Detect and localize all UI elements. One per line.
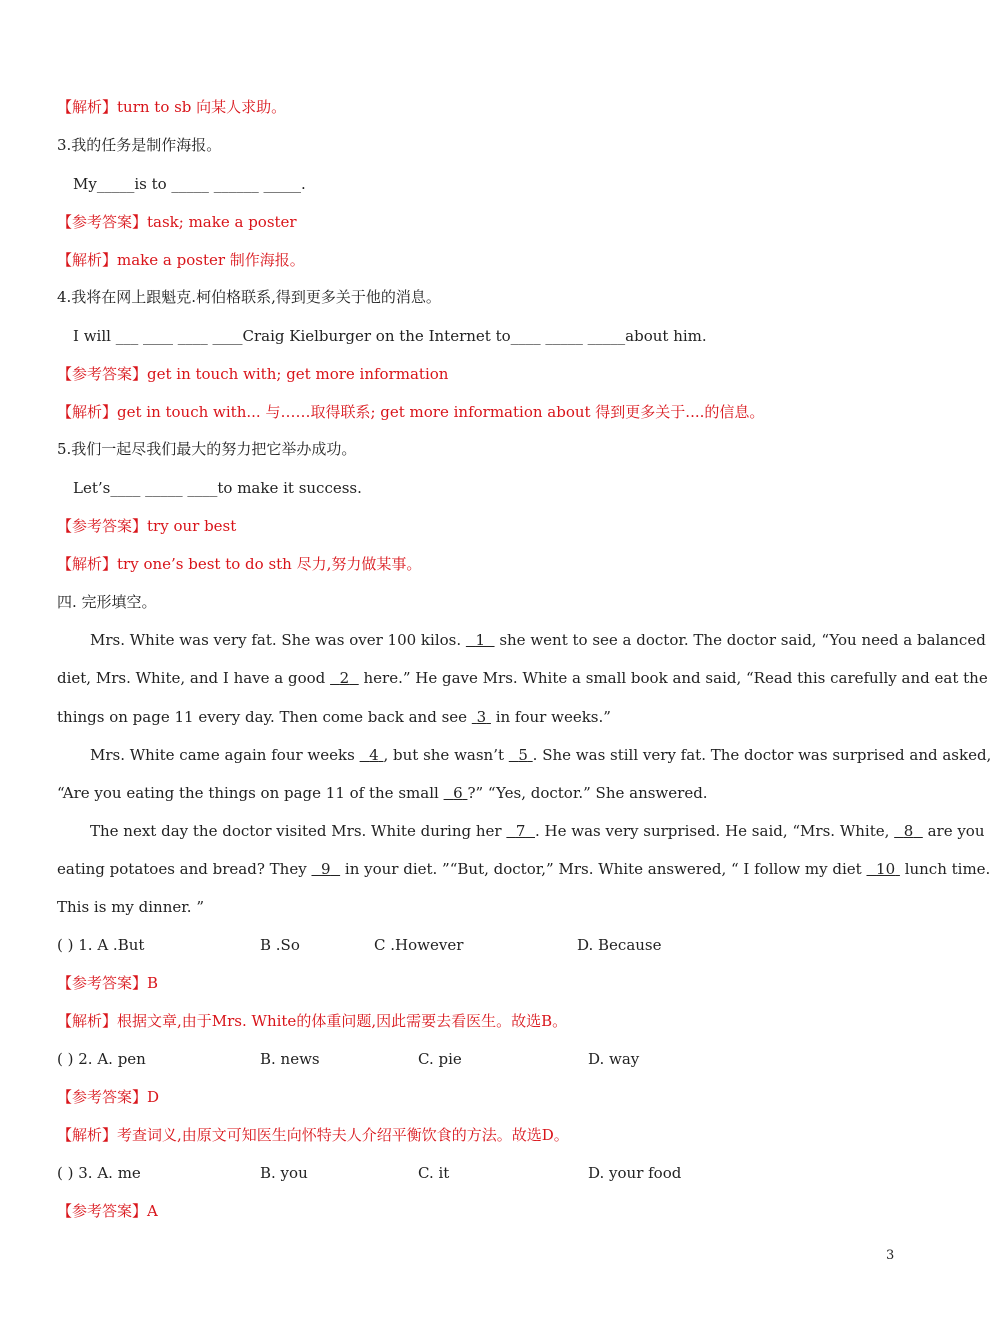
answer-line: 【参考答案】get in touch with; get more information [57, 365, 449, 383]
answer-line: 【参考答案】A [57, 1202, 158, 1220]
passage-line: Mrs. White came again four weeks 4 , but she wasn’t 5 . She was still very fat. The doctor was surprised and asked, [90, 746, 991, 764]
section-heading: 四. 完形填空。 [57, 593, 157, 611]
question-3-options: ( ) 3. A. me B. you C. it D. your food [57, 1164, 682, 1182]
analysis-line: 【解析】get in touch with... 与……取得联系; get more information about 得到更多关于....的信息。 [57, 403, 765, 421]
blank-1: 1 [475, 631, 485, 649]
analysis-line: 【解析】make a poster 制作海报。 [57, 251, 305, 269]
answer-line: 【参考答案】task; make a poster [57, 213, 297, 231]
blank-8: 8 [903, 822, 914, 840]
question-4-sentence: I will ___ ____ ____ ____Craig Kielburger on the Internet to____ _____ _____about him. [73, 327, 707, 345]
passage-line: eating potatoes and bread? They 9 in your diet. ”“But, doctor,” Mrs. White answered, “ I follow my diet 10 lunch time. [57, 860, 991, 878]
answer-line: 【参考答案】B [57, 974, 159, 992]
question-2-options: ( ) 2. A. pen B. news C. pie D. way [57, 1050, 640, 1068]
passage-line: This is my dinner. ” [57, 898, 204, 916]
blank-9: 9 [321, 860, 331, 878]
page-number: 3 [886, 1248, 895, 1263]
question-5-sentence: Let’s____ _____ ____to make it success. [73, 479, 362, 497]
analysis-line: 【解析】考查词义,由原文可知医生向怀特夫人介绍平衡饮食的方法。故选D。 [57, 1126, 569, 1144]
answer-line: 【参考答案】try our best [57, 517, 237, 535]
analysis-line: 【解析】turn to sb 向某人求助。 [57, 98, 287, 116]
question-5-prompt: 5.我们一起尽我们最大的努力把它举办成功。 [57, 440, 357, 458]
blank-4: 4 [369, 746, 379, 764]
analysis-line: 【解析】try one’s best to do sth 尽力,努力做某事。 [57, 555, 422, 573]
blank-10: 10 [876, 860, 896, 878]
passage-line: things on page 11 every day. Then come back and see 3 in four weeks.” [57, 708, 611, 726]
analysis-line: 【解析】根据文章,由于Mrs. White的体重问题,因此需要去看医生。故选B。 [57, 1012, 568, 1030]
passage-line: The next day the doctor visited Mrs. White during her 7 . He was very surprised. He said, “Mrs. White, 8 are you [90, 822, 985, 840]
passage-line: Mrs. White was very fat. She was over 100 kilos. 1 she went to see a doctor. The doctor said, “You need a balanced [90, 631, 986, 649]
answer-line: 【参考答案】D [57, 1088, 160, 1106]
question-4-prompt: 4.我将在网上跟魁克.柯伯格联系,得到更多关于他的消息。 [57, 288, 441, 306]
passage-line: diet, Mrs. White, and I have a good 2 here.” He gave Mrs. White a small book and said, “Read this carefully and eat the [57, 669, 988, 687]
blank-5: 5 [518, 746, 528, 764]
question-3-sentence: My_____is to _____ ______ _____. [73, 175, 306, 193]
question-1-options: ( ) 1. A .But B .So C .However D. Because [57, 936, 662, 954]
question-3-prompt: 3.我的任务是制作海报。 [57, 136, 222, 154]
passage-line: “Are you eating the things on page 11 of the small 6 ?” “Yes, doctor.” She answered. [57, 784, 708, 802]
blank-6: 6 [453, 784, 463, 802]
blank-7: 7 [515, 822, 526, 840]
blank-2: 2 [339, 669, 350, 687]
blank-3: 3 [476, 708, 487, 726]
